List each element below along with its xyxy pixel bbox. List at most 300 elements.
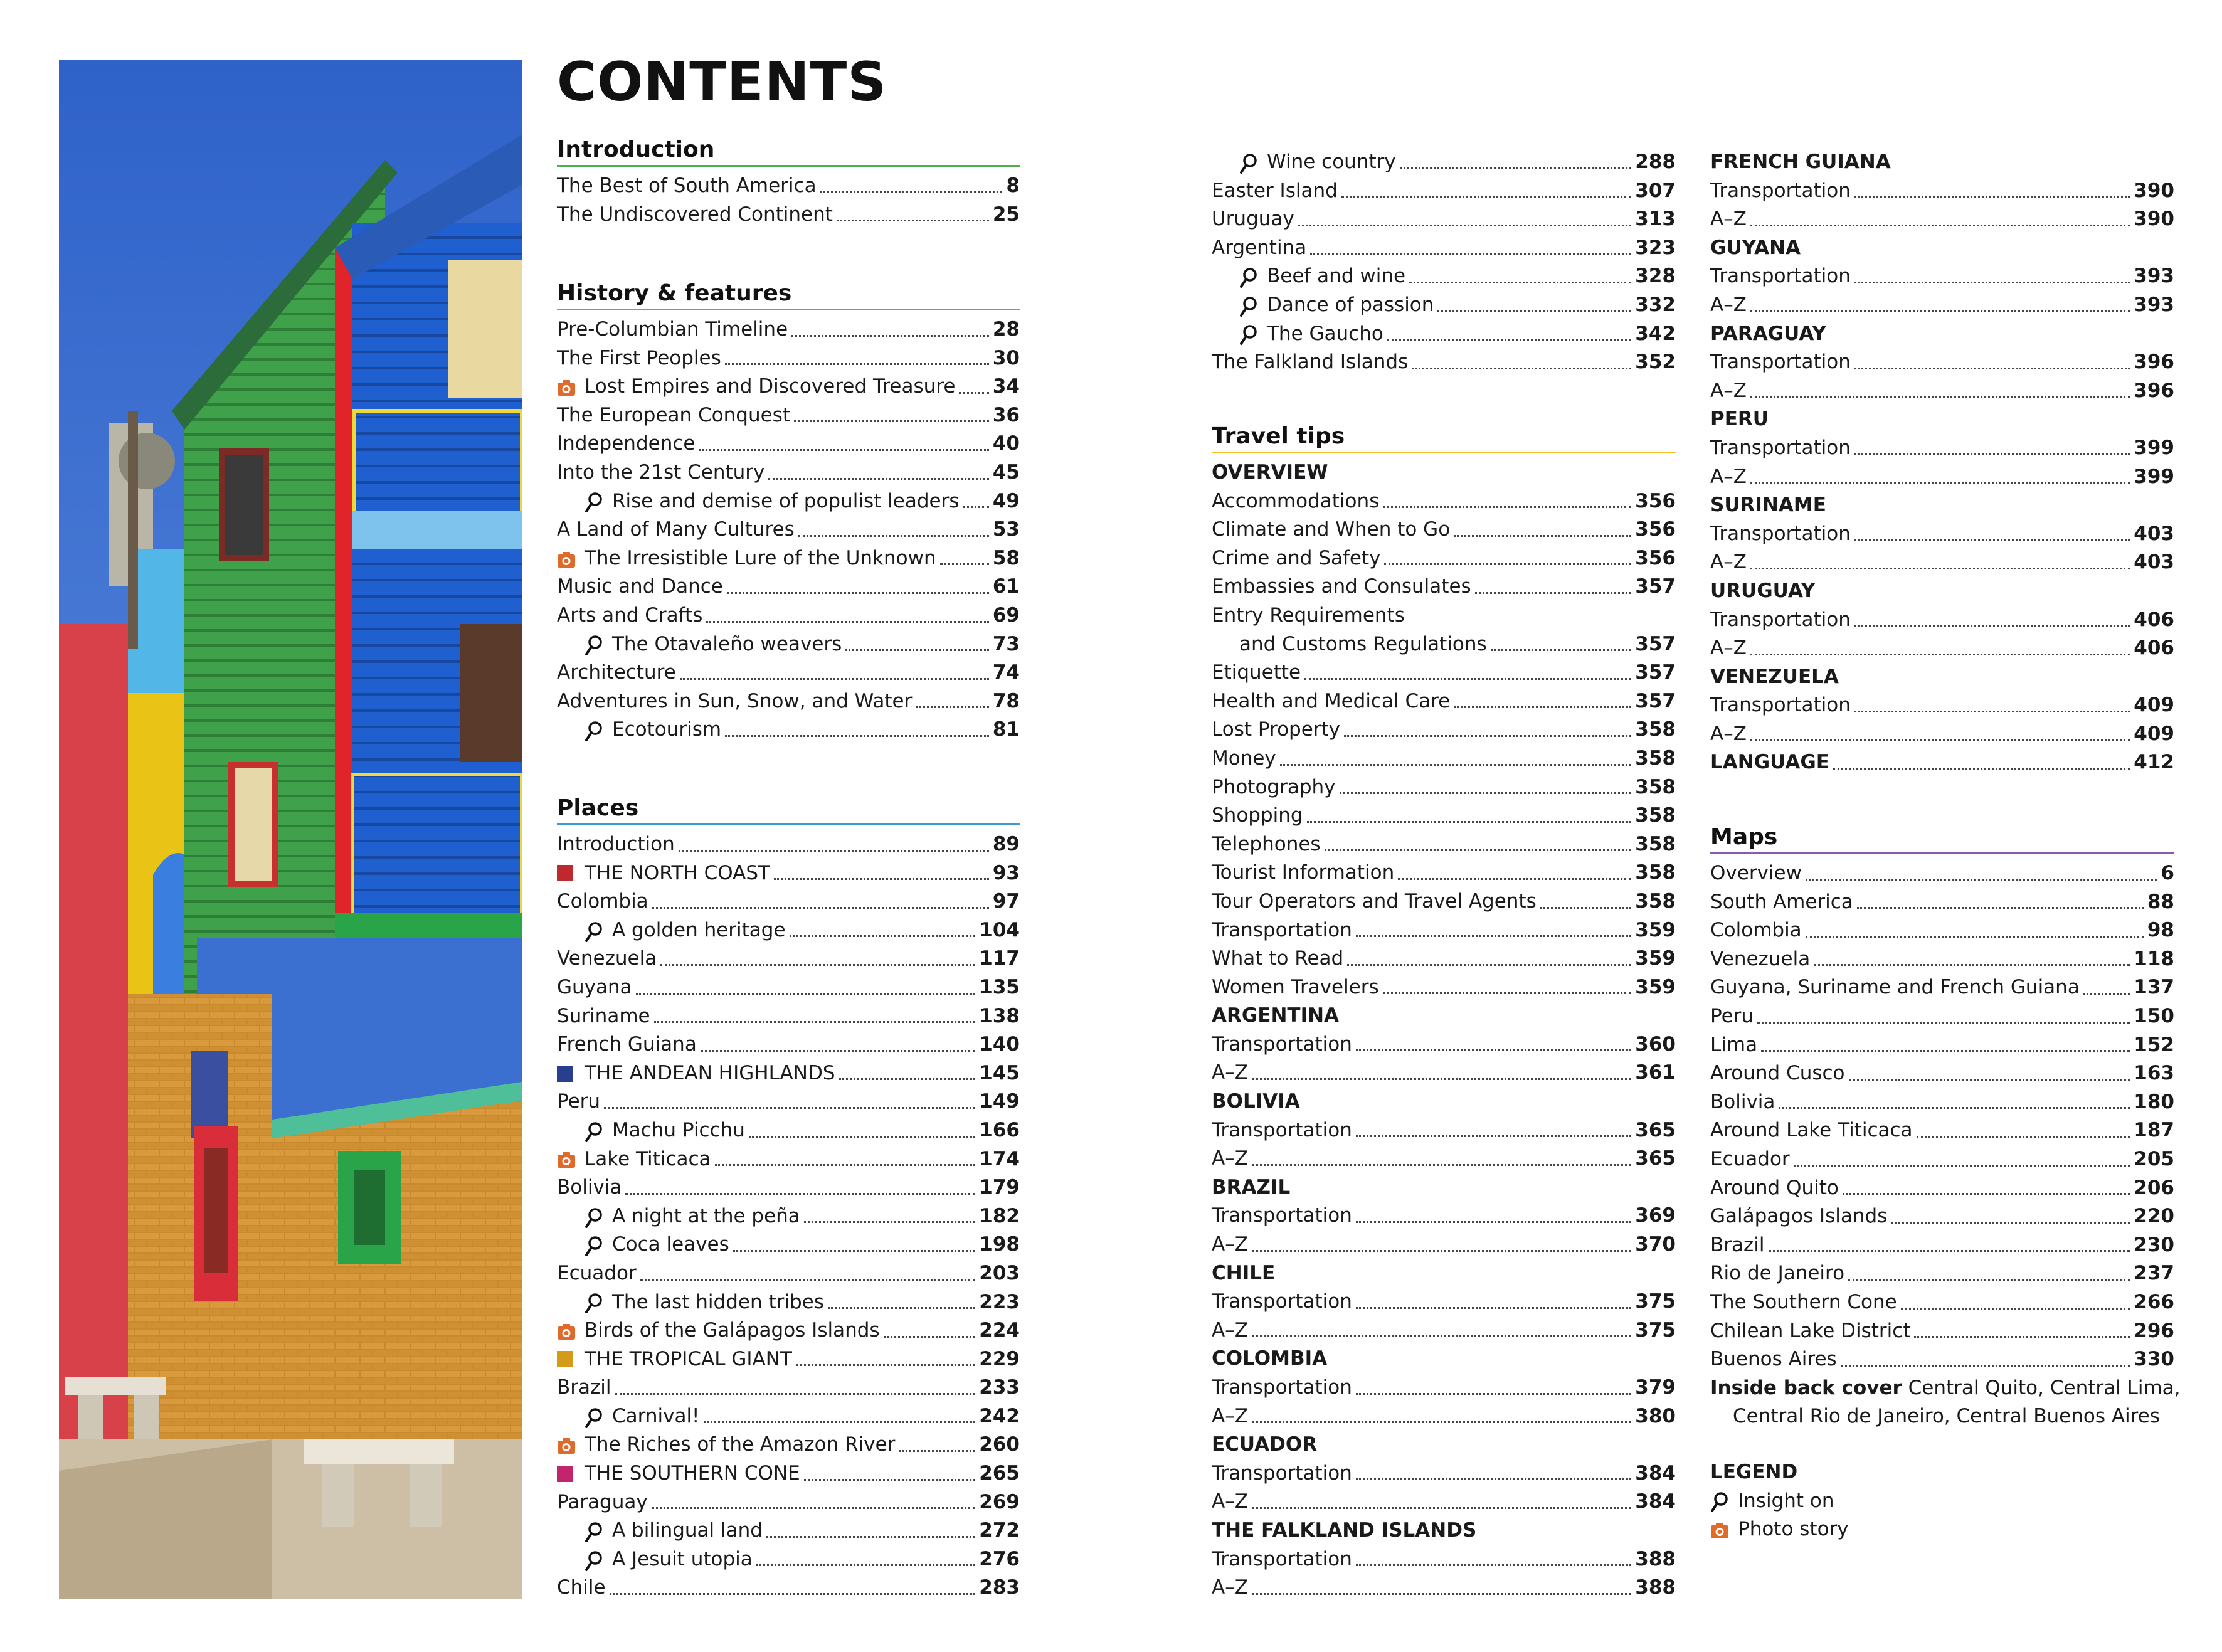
toc-entry-title: THE ANDEAN HIGHLANDS (585, 1061, 835, 1084)
toc-entry-title-wrap (1710, 916, 1802, 945)
toc-entry-page: 358 (1635, 718, 1676, 741)
toc-entry-page: 409 (2134, 722, 2174, 745)
dot-leader (804, 1479, 976, 1481)
dot-leader (774, 878, 989, 880)
toc-entry (557, 1574, 1020, 1602)
dot-leader (1356, 1221, 1631, 1223)
toc-entry (1710, 177, 2174, 206)
dot-leader (1252, 1250, 1631, 1252)
toc-entry-page: 330 (2134, 1348, 2174, 1371)
toc-entry-title: LANGUAGE (1710, 751, 1829, 774)
toc-entry-title-wrap (1212, 205, 1294, 234)
insight-magnifier-icon (585, 633, 603, 655)
toc-entry-title: South America (1710, 890, 1853, 913)
toc-entry-title-wrap (1212, 859, 1394, 887)
legend-insight (1710, 1487, 2174, 1516)
toc-entry-title: Coca leaves (612, 1233, 729, 1256)
toc-entry-title: Around Quito (1710, 1176, 1839, 1199)
dot-leader (1341, 196, 1631, 198)
toc-entry-page: 396 (2134, 379, 2174, 402)
toc-entry-title-wrap (557, 859, 770, 888)
camera-icon (557, 1320, 576, 1342)
toc-entry (1710, 1116, 2174, 1145)
dot-leader (1356, 1478, 1631, 1480)
toc-entry-title: Buenos Aires (1710, 1348, 1837, 1371)
toc-entry-title-wrap (1212, 1116, 1352, 1145)
toc-entry (557, 1459, 1020, 1488)
dot-leader (1491, 649, 1632, 651)
dot-leader (1750, 310, 2130, 312)
toc-entry-title: Beef and wine (1267, 265, 1406, 288)
camera-icon (557, 548, 576, 569)
toc-entry-title: A–Z (1212, 1147, 1248, 1170)
camera-icon (557, 1148, 576, 1170)
section-introduction (557, 135, 1020, 229)
toc-entry-page: 313 (1635, 208, 1676, 231)
toc-entry-title: Bolivia (1710, 1090, 1775, 1113)
toc-entry-title: Into the 21st Century (557, 460, 765, 484)
toc-entry (557, 1402, 1020, 1431)
toc-entry-title-wrap (585, 716, 721, 744)
toc-entry (1710, 916, 2174, 945)
section-heading-introduction: Introduction (557, 137, 715, 162)
toc-entry (557, 573, 1020, 601)
dot-leader (798, 535, 989, 537)
toc-entry-page: 375 (1635, 1318, 1676, 1342)
toc-entry-title-wrap (1212, 802, 1303, 830)
toc-entry-page: 135 (979, 975, 1020, 998)
toc-entry-title: Paraguay (557, 1490, 648, 1513)
toc-entry-page: 361 (1635, 1061, 1676, 1084)
toc-entry-title: The Riches of the Amazon River (585, 1433, 896, 1456)
toc-entry-page: 224 (979, 1319, 1020, 1342)
dot-leader (1356, 1049, 1631, 1051)
dot-leader (1757, 1022, 2130, 1024)
dot-leader (2083, 993, 2130, 995)
dot-leader (1917, 1136, 2130, 1138)
dot-leader (804, 1221, 975, 1223)
toc-country-heading: SURINAME (1710, 494, 1826, 517)
toc-entry-page: 163 (2134, 1062, 2174, 1085)
toc-entry-title: Brazil (557, 1376, 611, 1399)
dot-leader (1398, 878, 1631, 880)
toc-entry-title-wrap (557, 1488, 648, 1517)
section-maps (1710, 822, 2181, 1431)
toc-entry-title: Lake Titicaca (585, 1147, 711, 1170)
toc-entry-title: Photography (1212, 775, 1336, 798)
toc-entry (1212, 320, 1676, 349)
toc-entry-title: Around Lake Titicaca (1710, 1119, 1913, 1142)
section-places (557, 793, 1020, 1602)
toc-entry-title: A–Z (1212, 1318, 1248, 1342)
toc-entry (557, 373, 1020, 401)
toc-entry-page: 73 (992, 632, 1020, 655)
toc-entry-page: 390 (2134, 208, 2174, 231)
toc-entry-page: 61 (992, 575, 1020, 598)
dot-leader (1806, 936, 2144, 938)
toc-entry (1710, 859, 2174, 888)
toc-entry-page: 182 (979, 1204, 1020, 1227)
toc-entry (557, 1545, 1020, 1574)
dot-leader (1849, 1079, 2130, 1081)
toc-entry-title-wrap (585, 1116, 745, 1145)
insight-magnifier-icon (585, 1549, 603, 1570)
toc-entry-title: Venezuela (557, 947, 657, 970)
toc-entry-page: 370 (1635, 1233, 1676, 1256)
toc-entry-title: Transportation (1212, 1204, 1352, 1227)
toc-entry (557, 1374, 1020, 1402)
toc-entry-title: What to Read (1212, 947, 1344, 970)
section-rule-travel-tips (1212, 452, 1676, 453)
toc-entry-title-wrap (1212, 830, 1321, 859)
toc-entry-page: 25 (992, 203, 1020, 226)
toc-entry-title: A–Z (1212, 1404, 1248, 1427)
toc-country-heading: ECUADOR (1212, 1433, 1318, 1456)
toc-entry-title-wrap (1710, 1317, 1910, 1346)
toc-entry-title-wrap (585, 916, 786, 945)
dot-leader (680, 678, 989, 680)
toc-entry-title-wrap (585, 1517, 763, 1545)
toc-entry (1212, 573, 1676, 601)
cover-photo-colorful-houses (59, 60, 522, 1599)
inside-back-cover-line (1710, 1374, 2181, 1403)
toc-entry-title-wrap (585, 487, 959, 516)
toc-entry (557, 601, 1020, 630)
page-title: CONTENTS (557, 51, 887, 114)
toc-entry-title: Adventures in Sun, Snow, and Water (557, 689, 913, 712)
toc-entry-title: Transportation (1212, 1118, 1352, 1141)
camera-icon (557, 376, 576, 398)
toc-entry (1710, 634, 2174, 663)
toc-entry-page: 93 (992, 861, 1020, 884)
dot-leader (1750, 396, 2130, 398)
toc-entry-page: 8 (1006, 174, 1020, 197)
dot-leader (959, 392, 988, 394)
toc-entry (557, 1059, 1020, 1088)
toc-entry-page: 360 (1635, 1032, 1676, 1056)
toc-entry-title: French Guiana (557, 1033, 697, 1056)
dot-leader (1383, 992, 1632, 994)
toc-entry-page: 58 (992, 546, 1020, 569)
toc-entry-title-wrap (1710, 205, 1747, 234)
toc-entry-title: Etiquette (1212, 661, 1301, 684)
insight-magnifier-icon (585, 1520, 603, 1542)
toc-entry (557, 916, 1020, 945)
dot-leader (1750, 482, 2130, 484)
dot-leader (636, 993, 976, 995)
dot-leader (640, 1279, 976, 1281)
toc-entry (557, 1002, 1020, 1031)
toc-entry (557, 859, 1020, 888)
toc-entry-title: The Undiscovered Continent (557, 203, 833, 226)
insight-magnifier-icon (585, 719, 603, 741)
toc-entry-title: Uruguay (1212, 208, 1294, 231)
toc-entry-title: A–Z (1710, 551, 1747, 574)
toc-entry-page: 78 (992, 689, 1020, 712)
toc-entry-title: Transportation (1212, 1547, 1352, 1570)
toc-entry-title-wrap (585, 1288, 824, 1317)
toc-entry (1710, 1145, 2174, 1174)
dot-leader (1387, 339, 1631, 341)
toc-entry-title-wrap (557, 458, 764, 487)
toc-entry-page: 393 (2134, 293, 2174, 316)
dot-leader (1854, 711, 2130, 712)
dot-leader (727, 592, 989, 594)
toc-entry-title: The Best of South America (557, 174, 817, 197)
toc-entry (557, 401, 1020, 430)
toc-entry-title-wrap (1212, 573, 1471, 601)
toc-entry-title: Colombia (557, 890, 648, 913)
travel-tips-continued-list (1710, 148, 2174, 777)
section-rule-introduction (557, 165, 1020, 167)
dot-leader (884, 1336, 976, 1338)
toc-entry-page: 296 (2134, 1319, 2174, 1342)
toc-entry-title-wrap (1212, 544, 1380, 573)
dot-leader (715, 1164, 976, 1166)
toc-entry-title-wrap (557, 573, 723, 601)
toc-entry-page: 352 (1635, 351, 1676, 374)
toc-entry (1212, 544, 1676, 573)
toc-entry-title: Telephones (1212, 832, 1321, 855)
toc-entry-title-wrap (1710, 606, 1851, 635)
toc-entry-title: Transportation (1710, 265, 1851, 288)
toc-entry-title: A–Z (1710, 208, 1747, 231)
toc-entry-title-wrap (557, 401, 790, 430)
toc-entry-title: Music and Dance (557, 575, 723, 598)
toc-entry-title: The last hidden tribes (612, 1290, 824, 1313)
toc-entry-title-wrap (1710, 377, 1747, 406)
toc-entry-title-wrap (1710, 720, 1747, 749)
toc-entry-title-wrap (1212, 973, 1379, 1002)
toc-entry-title-wrap (1212, 1574, 1248, 1602)
toc-country-heading: CHILE (1212, 1261, 1276, 1284)
region-color-square-icon (557, 865, 573, 881)
dot-leader (1854, 625, 2130, 627)
toc-entry-title: The European Conquest (557, 403, 790, 426)
toc-entry (1710, 720, 2174, 749)
toc-entry (1212, 1374, 1676, 1402)
toc-entry (557, 430, 1020, 458)
dot-leader (1310, 253, 1631, 255)
toc-entry-title-wrap (557, 1459, 800, 1488)
dot-leader (791, 335, 989, 337)
dot-leader (1540, 907, 1632, 909)
toc-entry-page: 117 (979, 947, 1020, 970)
dot-leader (704, 1421, 976, 1423)
toc-entry-title: Peru (557, 1090, 601, 1113)
maps-list (1710, 859, 2174, 1374)
toc-entry-page: 187 (2134, 1119, 2174, 1142)
toc-entry (557, 458, 1020, 487)
toc-entry (1212, 830, 1676, 859)
dot-leader (1325, 849, 1632, 851)
toc-entry-title: Peru (1710, 1004, 1754, 1027)
toc-entry-title: Rio de Janeiro (1710, 1262, 1845, 1285)
dot-leader (1475, 592, 1632, 594)
toc-entry-page: 265 (979, 1462, 1020, 1485)
toc-entry-page: 276 (979, 1547, 1020, 1570)
legend-photo-label: Photo story (1738, 1518, 1849, 1541)
insight-magnifier-icon (1239, 266, 1258, 287)
section-rule-maps (1710, 852, 2174, 854)
dot-leader (1769, 1250, 2130, 1252)
toc-entry-title: Lima (1710, 1033, 1758, 1056)
toc-entry-page: 406 (2134, 637, 2174, 660)
toc-entry-title-wrap (1239, 630, 1487, 659)
dot-leader (725, 363, 989, 365)
dot-leader (940, 563, 989, 565)
toc-entry (1212, 291, 1676, 320)
toc-entry-title: A golden heritage (612, 918, 786, 941)
toc-entry (1212, 1030, 1676, 1059)
toc-entry-page: 53 (992, 518, 1020, 541)
toc-entry-page: 36 (992, 403, 1020, 426)
dot-leader (837, 220, 989, 221)
toc-entry-page: 30 (992, 346, 1020, 369)
toc-entry-title: Transportation (1710, 522, 1851, 545)
toc-entry-title: Lost Property (1212, 718, 1341, 741)
toc-entry (1212, 916, 1676, 945)
toc-entry (1212, 802, 1676, 830)
toc-entry-page: 365 (1635, 1147, 1676, 1170)
dot-leader (1854, 453, 2130, 455)
toc-entry (1710, 205, 2174, 234)
toc-entry (1710, 1345, 2174, 1374)
toc-entry-title: Chile (557, 1576, 606, 1599)
toc-entry (1710, 348, 2174, 377)
dot-leader (794, 420, 989, 422)
dot-leader (1843, 1193, 2130, 1195)
dot-leader (652, 907, 989, 909)
toc-entry-title: A–Z (1710, 293, 1747, 316)
toc-entry (1212, 1574, 1676, 1602)
dot-leader (654, 1021, 976, 1023)
toc-entry-page: 28 (992, 318, 1020, 341)
toc-country-heading: PERU (1710, 408, 1769, 431)
toc-entry-title-wrap (1710, 262, 1851, 291)
toc-country-heading: GUYANA (1710, 236, 1801, 259)
toc-entry-title: A–Z (1710, 465, 1747, 488)
toc-entry (1710, 1231, 2174, 1260)
toc-entry (1212, 716, 1676, 744)
dot-leader (1409, 282, 1631, 283)
toc-entry (1212, 177, 1676, 206)
insight-magnifier-icon (1710, 1490, 1729, 1512)
toc-entry-title: A–Z (1212, 1233, 1248, 1256)
toc-entry-title-wrap (1212, 1545, 1352, 1574)
toc-entry-title-wrap (557, 1316, 880, 1345)
toc-entry-title: Transportation (1212, 1376, 1352, 1399)
toc-entry (1212, 1059, 1676, 1088)
toc-entry (1212, 1288, 1676, 1316)
toc-entry-page: 403 (2134, 551, 2174, 574)
toc-entry-page: 412 (2134, 751, 2174, 774)
toc-entry (1212, 205, 1676, 234)
toc-entry-title: Wine country (1267, 151, 1396, 173)
toc-entry-page: 140 (979, 1033, 1020, 1056)
dot-leader (1280, 764, 1632, 766)
dot-leader (660, 964, 975, 966)
toc-entry-title-wrap (1710, 1259, 1844, 1288)
insight-magnifier-icon (585, 1406, 603, 1427)
toc-entry-title: Around Cusco (1710, 1062, 1845, 1085)
toc-entry (1212, 887, 1676, 916)
toc-entry-title-wrap (585, 1231, 729, 1259)
section-heading-places: Places (557, 795, 639, 821)
toc-entry-title: The First Peoples (557, 346, 721, 369)
toc-entry (557, 315, 1020, 344)
toc-entry-page: 220 (2134, 1205, 2174, 1228)
toc-entry (1710, 1088, 2174, 1117)
toc-entry-title-wrap (1212, 1488, 1248, 1517)
toc-entry-title: Transportation (1212, 1461, 1352, 1485)
dot-leader (766, 1536, 975, 1538)
toc-entry-title-wrap (1710, 1145, 1790, 1174)
legend (1710, 1458, 2174, 1544)
toc-entry (1710, 1259, 2174, 1288)
toc-entry-title-wrap (1212, 659, 1301, 687)
dot-leader (1344, 735, 1631, 737)
toc-entry-title: The Irresistible Lure of the Unknown (585, 546, 936, 569)
toc-entry-title: Transportation (1710, 436, 1851, 459)
section-rule-places (557, 823, 1020, 825)
toc-entry (557, 172, 1020, 201)
toc-entry (1212, 234, 1676, 263)
toc-entry (1710, 748, 2174, 777)
toc-entry (1710, 1202, 2174, 1231)
toc-entry-title-wrap (1212, 1316, 1248, 1345)
region-color-square-icon (557, 1466, 573, 1482)
toc-entry (1710, 262, 2174, 291)
dot-leader (1854, 282, 2130, 283)
toc-entry-page: 399 (2134, 436, 2174, 459)
toc-entry (1710, 1059, 2174, 1088)
region-color-square-icon (557, 1351, 573, 1367)
dot-leader (1252, 1164, 1631, 1166)
toc-entry-title: Transportation (1710, 351, 1851, 374)
toc-entry (1710, 377, 2174, 406)
dot-leader (1437, 310, 1631, 312)
toc-entry-page: 332 (1635, 293, 1676, 316)
inside-back-cover-maps-2: Central Rio de Janeiro, Central Buenos Aires (1733, 1405, 2160, 1428)
toc-entry-page: 356 (1635, 489, 1676, 512)
toc-entry-page: 230 (2134, 1233, 2174, 1256)
toc-entry-title: Transportation (1710, 694, 1851, 717)
toc-entry-title-wrap (1212, 1231, 1248, 1259)
toc-entry-page: 152 (2134, 1033, 2174, 1056)
toc-entry-title-wrap (1212, 348, 1408, 377)
toc-entry (1710, 291, 2174, 320)
dot-leader (1356, 1393, 1631, 1395)
toc-entry-title-wrap (1710, 463, 1747, 492)
dot-leader (1304, 678, 1631, 680)
toc-entry-page: 358 (1635, 861, 1676, 884)
toc-entry (1710, 463, 2174, 492)
dot-leader (1252, 1593, 1631, 1595)
dot-leader (1914, 1336, 2130, 1338)
photo-illustration (59, 60, 522, 1599)
toc-entry-title-wrap (557, 830, 675, 859)
toc-entry-title: Crime and Safety (1212, 546, 1381, 569)
toc-entry-title-wrap (557, 1002, 650, 1031)
toc-entry-title: Transportation (1212, 1290, 1352, 1313)
toc-entry-page: 365 (1635, 1118, 1676, 1141)
toc-entry-page: 390 (2134, 179, 2174, 202)
toc-entry-title: A–Z (1212, 1061, 1248, 1084)
toc-entry-title-wrap (1710, 634, 1747, 663)
dot-leader (839, 1078, 976, 1080)
toc-entry-title: Women Travelers (1212, 975, 1379, 998)
